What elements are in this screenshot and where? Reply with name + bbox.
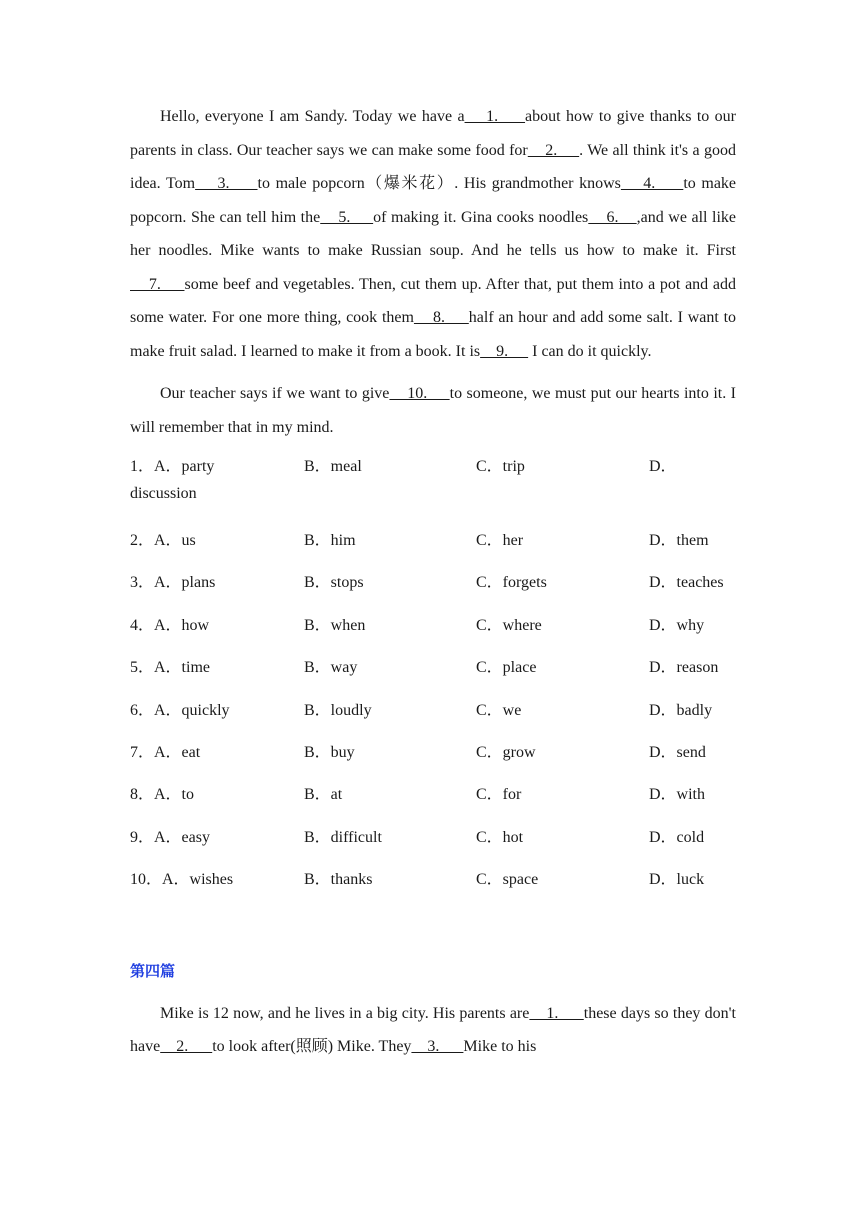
passage-text: . We all think it's a good idea. Tom [130,141,737,192]
option-b [304,824,382,847]
option-a-text: 4．A．how [130,616,210,634]
option-a [130,739,200,762]
option-c-text: C．we [476,701,522,719]
option-d [649,824,704,847]
option-c-text: C．her [476,532,524,549]
option-d-text: D．badly [649,701,713,719]
option-d [649,569,724,592]
option-c [476,739,536,762]
option-a-text: 7．A．eat [130,743,201,761]
option-row [130,527,736,569]
option-d-text: D．with [649,786,706,804]
option-c [476,697,521,720]
option-c-text: C．hot [476,828,524,846]
option-a [130,569,215,592]
option-d [649,527,709,550]
option-b-text: B．difficult [304,828,382,846]
option-a-text: 1．A．party [130,458,215,475]
answer-blank: 4. [620,175,684,192]
passage-text: Mike is 12 now, and he lives in a big city. His parents are [160,1004,530,1022]
option-d-text: D．send [649,743,706,761]
passage-paragraph-1 [130,100,736,368]
answer-blank: 5. [320,208,374,226]
option-b-text: B．buy [304,743,355,761]
option-a-text: 6．A．quickly [130,701,230,719]
option-c [476,569,547,592]
option-d [649,697,712,720]
option-b-text: B．him [304,532,356,549]
option-row [130,866,736,908]
option-d [649,866,704,889]
option-row [130,824,736,866]
passage-text: to someone, we must put our hearts into it. I will remember that in my mind. [130,385,737,436]
answer-blank: 8. [413,309,469,326]
options-list [130,453,736,909]
option-row [130,781,736,823]
option-a [130,824,210,847]
option-c-text: C．space [476,871,539,889]
option-d-continued: discussion [130,485,197,502]
option-d-text: D．them [649,532,709,549]
option-a-text: 5．A．time [130,659,210,677]
option-d [649,654,718,677]
option-b [304,739,355,762]
option-d-text: D．why [649,616,705,634]
option-c [476,527,523,550]
document-page [130,100,736,1073]
option-b-text: B．way [304,659,358,677]
option-row [130,697,736,739]
passage-text: to male popcorn（爆米花）. His grandmother knows [257,175,621,192]
section-heading: 第四篇 [130,961,176,980]
option-a [130,612,209,635]
passage-text: half an hour and add some salt. I want to make fruit salad. I learned to make it from a book. It is [130,309,737,360]
option-b [304,453,362,476]
option-row [130,453,736,527]
answer-blank: 10. [389,385,450,402]
option-d-text: D． [649,458,677,475]
option-b-text: B．meal [304,458,362,475]
option-c [476,781,521,804]
answer-blank: 7. [130,275,185,293]
passage-text: Hello, everyone I am Sandy. Today we have a [160,108,465,125]
option-d [649,612,704,635]
option-row [130,612,736,654]
answer-blank: 3. [411,1038,464,1056]
option-a [130,781,194,804]
passage-paragraph-2 [130,377,736,444]
passage-text: ,and we all like her noodles. Mike wants to make Russian soup. And he tells us how to make it. First [130,208,737,259]
option-d-text: D．reason [649,659,719,677]
option-a-text: 3．A．plans [130,574,216,592]
option-b-text: B．thanks [304,871,373,889]
option-c [476,654,536,677]
option-c [476,866,538,889]
answer-blank: 1. [464,108,526,125]
option-a-text: 10．A．wishes [130,871,234,889]
option-b [304,612,365,635]
option-b-text: B．stops [304,574,364,592]
option-a-text: 2．A．us [130,532,196,549]
option-b-text: B．when [304,616,366,634]
option-row [130,569,736,611]
option-a [130,527,196,550]
option-c [476,612,542,635]
option-c [476,453,525,476]
option-a [130,453,214,476]
option-a-text: 9．A．easy [130,828,210,846]
answer-blank: 6. [588,208,637,226]
passage-text: I can do it quickly. [528,342,652,360]
option-b [304,527,356,550]
option-d-text: D．teaches [649,574,724,592]
passage-text: of making it. Gina cooks noodles [373,208,589,226]
passage-text: Our teacher says if we want to give [160,385,390,402]
option-c [476,824,523,847]
option-c-text: C．trip [476,458,525,475]
answer-blank: 1. [529,1004,584,1022]
option-b [304,697,372,720]
passage-4-paragraph-1 [130,997,736,1064]
answer-blank: 2. [527,141,580,159]
option-b [304,781,342,804]
option-c-text: C．place [476,659,537,677]
answer-blank: 9. [480,342,529,360]
option-a-text: 8．A．to [130,786,195,804]
option-d-text: D．luck [649,871,705,889]
option-d [649,781,705,804]
option-b [304,866,372,889]
option-a [130,654,210,677]
option-b [304,569,364,592]
passage-text: Mike to his [463,1038,537,1056]
passage-text: these days so they don't have [130,1004,737,1056]
option-c-text: C．where [476,616,542,634]
passage-text: about how to give thanks to our parents in class. Our teacher says we can make some food for [130,108,737,159]
option-a [130,697,230,720]
option-a [130,866,233,889]
option-row [130,654,736,696]
option-b [304,654,357,677]
option-c-text: C．forgets [476,574,547,592]
option-d-text: D．cold [649,828,705,846]
answer-blank: 3. [195,175,258,192]
option-b-text: B．at [304,786,343,804]
option-c-text: C．for [476,786,522,804]
option-d [649,739,706,762]
option-b-text: B．loudly [304,701,372,719]
passage-text: to make popcorn. She can tell him the [130,175,737,226]
option-row [130,739,736,781]
option-c-text: C．grow [476,743,536,761]
answer-blank: 2. [160,1038,213,1056]
passage-text: some beef and vegetables. Then, cut them up. After that, put them into a pot and add some water. For one more thing, cook them [130,275,737,326]
passage-text: to look after(照顾) Mike. They [212,1038,412,1056]
